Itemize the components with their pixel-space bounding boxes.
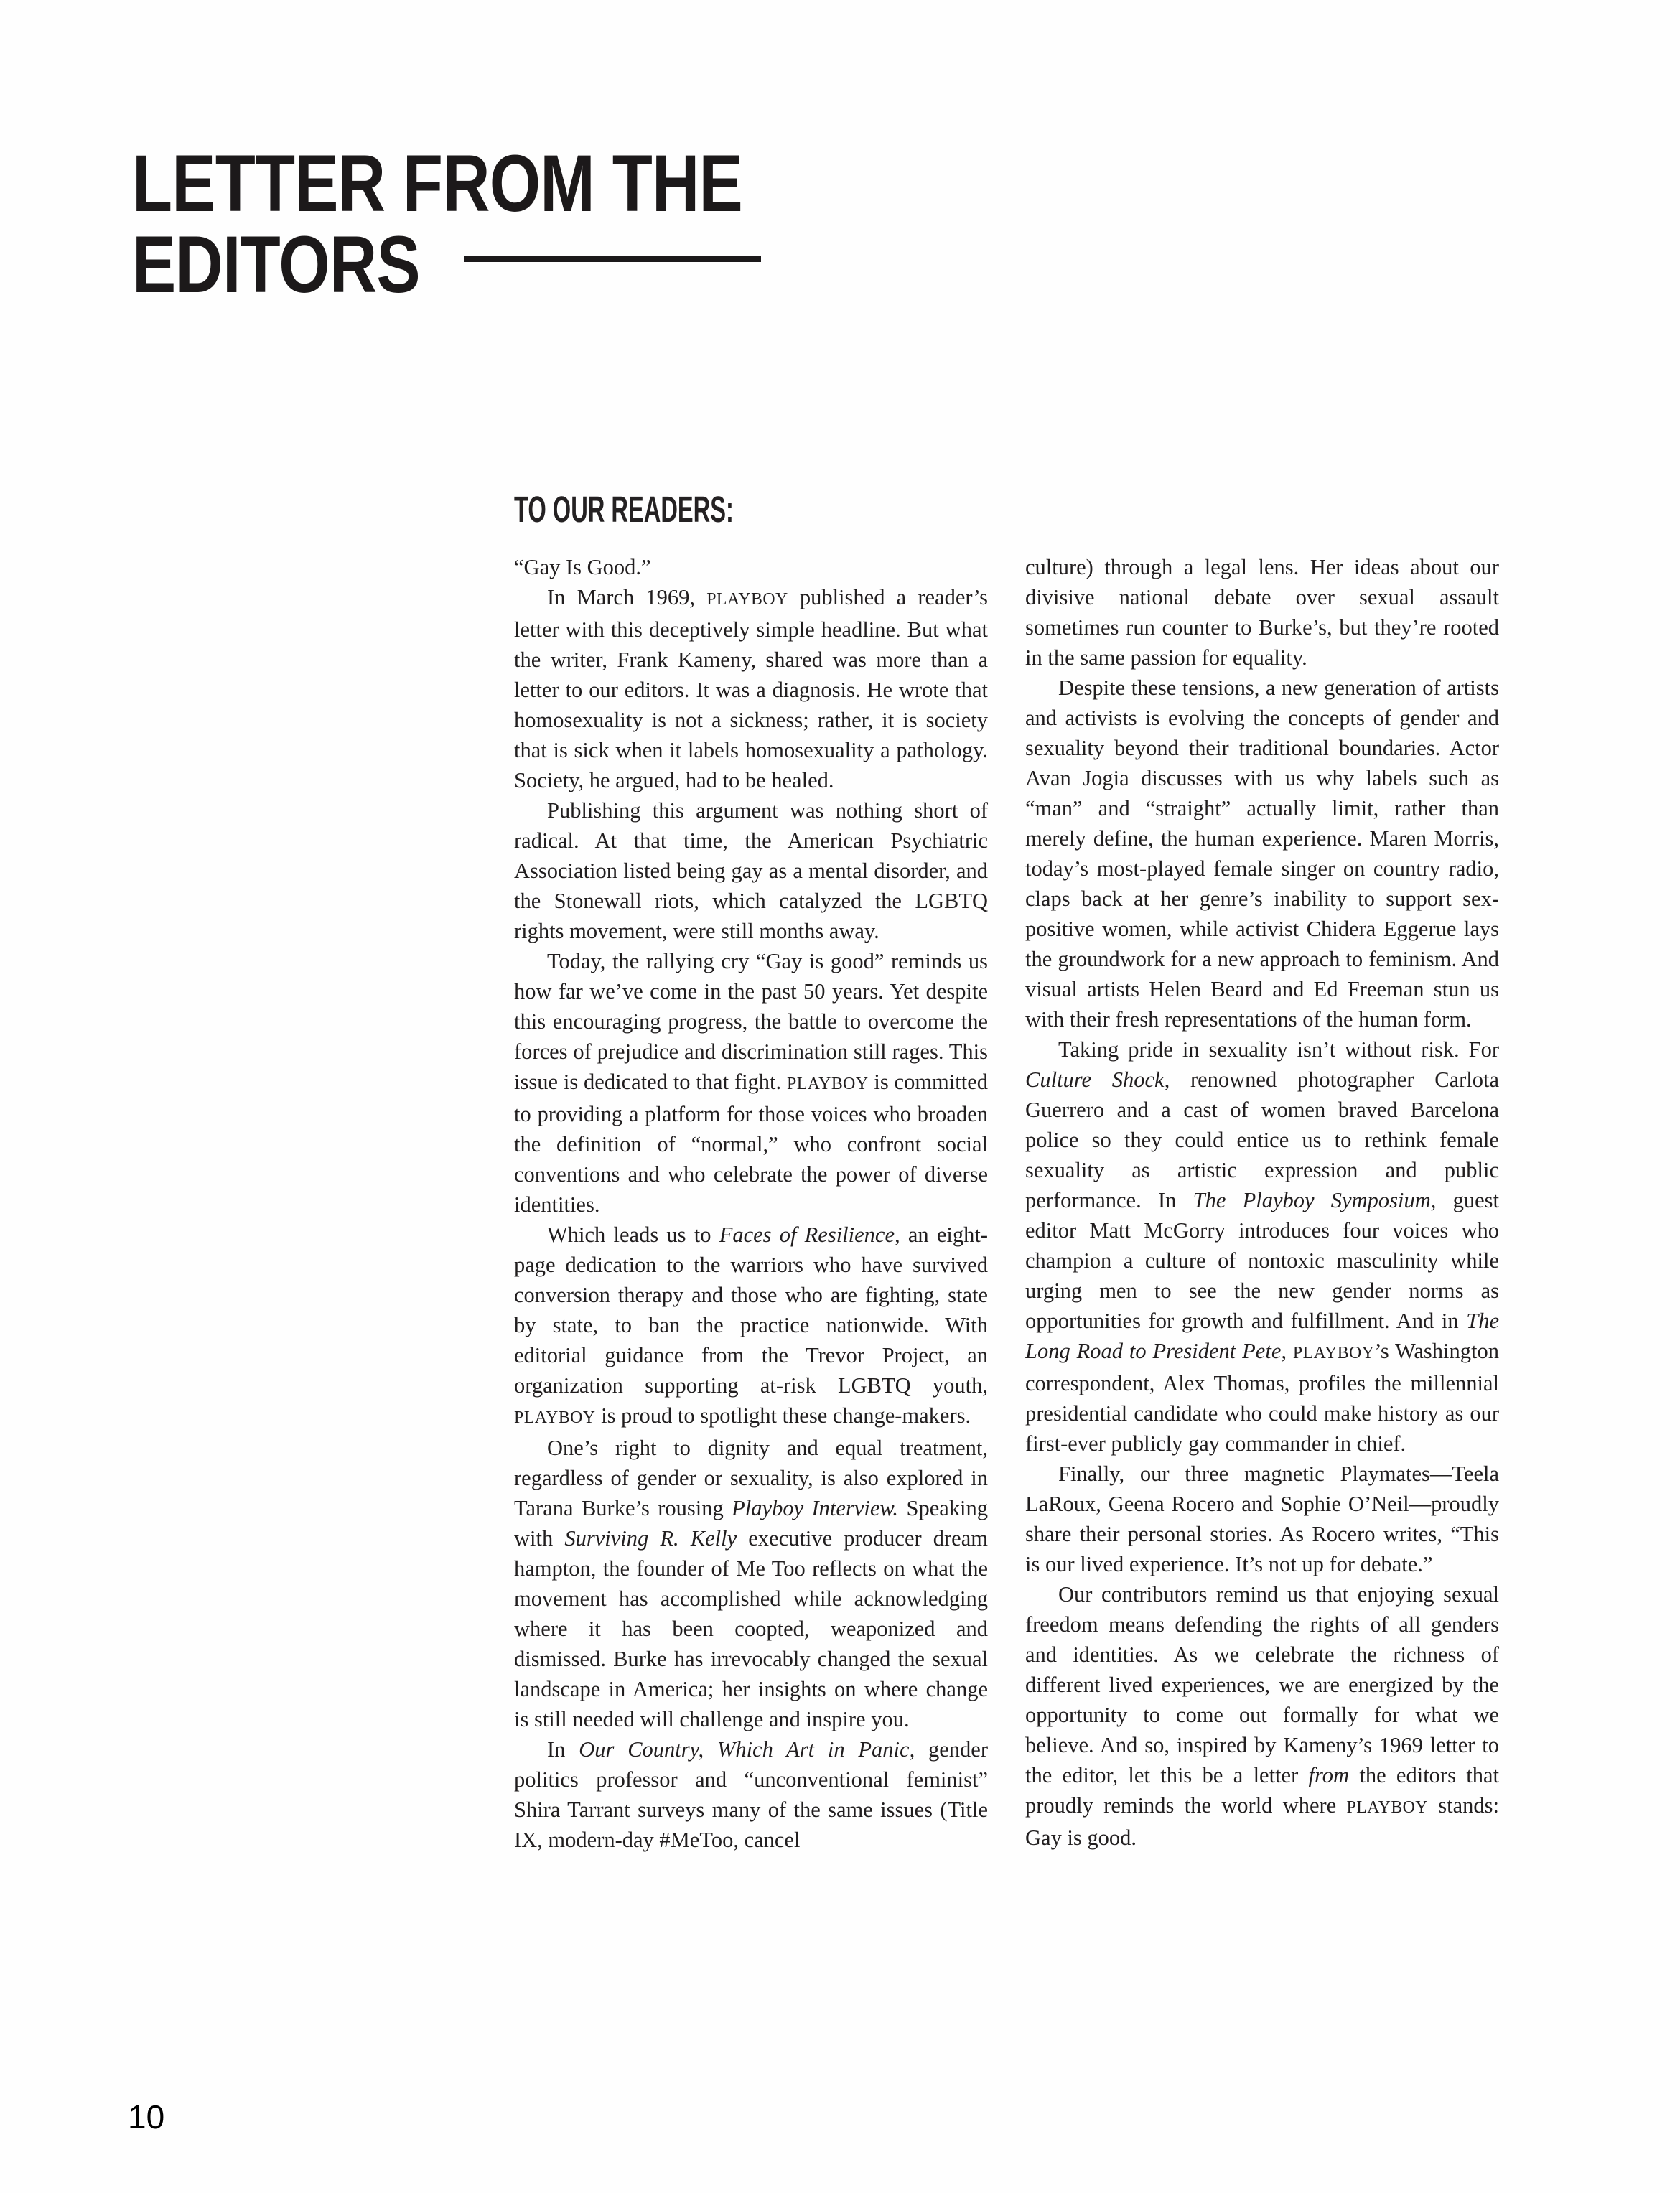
text-segment: is committed to providing a platform for those voices who broaden the definition of “normal,” who confront social conventions and who celebrate the power of diverse identities. [514, 1070, 988, 1217]
text-segment: Culture Shock, [1025, 1067, 1170, 1092]
paragraph [514, 582, 988, 795]
text-segment: Which leads us to [547, 1222, 719, 1247]
paragraph [514, 552, 988, 582]
text-segment: guest editor Matt McGorry introduces four voices who champion a culture of nontoxic masculinity while urging men to see the new gender norms as opportunities for growth and fulfillment. And in [1025, 1188, 1499, 1333]
text-segment: Faces of Resilience, [719, 1222, 900, 1247]
text-segment: executive producer dream hampton, the founder of Me Too reflects on what the movement has accomplished while acknowledging where it has been coopted, weaponized and dismissed. Burke has irrevocably changed the sexual landscape in America; her insights on where change is still needed will challenge and inspire you. [514, 1526, 988, 1731]
text-segment: Publishing this argument was nothing short of radical. At that time, the American Psychiatric Association listed being gay as a mental disorder, and the Stonewall riots, which catalyzed the LGBTQ rights movement, were still months away. [514, 798, 988, 943]
paragraph [514, 795, 988, 946]
paragraph [1025, 552, 1499, 673]
page-title-line-2: EDITORS [132, 220, 420, 309]
page-number: 10 [128, 2098, 165, 2136]
text-segment: ’s Washington correspondent, Alex Thomas, profiles the millennial presidential candidate who could make history as our first-ever publicly gay commander in chief. [1025, 1339, 1499, 1456]
text-segment: Despite these tensions, a new generation of artists and activists is evolving the concepts of gender and sexuality beyond their traditional boundaries. Actor Avan Jogia discusses with us why labels such as “man” and “straight” actually limit, rather than merely define, the human experience. Maren Morris, today’s most-played female singer on country radio, claps back at her genre’s inability to support sex-positive women, while activist Chidera Eggerue lays the groundwork for a new approach to feminism. And visual artists Helen Beard and Ed Freeman stun us with their fresh representations of the human form. [1025, 675, 1499, 1032]
text-segment: In [547, 1737, 579, 1762]
text-segment: The Long Road to President Pete, [1025, 1309, 1499, 1363]
text-segment: an eight-page dedication to the warriors who have survived conversion therapy and those who are fighting, state by state, to ban the practice nationwide. With editorial guidance from the Trevor Project, an organization supporting at-risk LGBTQ youth, [514, 1222, 988, 1398]
text-segment: Finally, our three magnetic Playmates—Teela LaRoux, Geena Rocero and Sophie O’Neil—proudly share their personal stories. As Rocero writes, “This is our lived experience. It’s not up for debate.” [1025, 1462, 1499, 1576]
text-segment: “Gay Is Good.” [514, 555, 651, 579]
text-segment: Taking pride in sexuality isn’t without risk. For [1058, 1037, 1499, 1062]
text-segment: culture) through a legal lens. Her ideas about our divisive national debate over sexual assault sometimes run counter to Burke’s, but they’re rooted in the same passion for equality. [1025, 555, 1499, 670]
text-segment: Playboy Interview. [732, 1496, 899, 1520]
text-segment: PLAYBOY [706, 590, 788, 609]
text-segment: PLAYBOY [514, 1408, 596, 1427]
text-segment: published a reader’s letter with this deceptively simple headline. But what the writer, Frank Kameny, shared was more than a letter to our editors. It was a diagnosis. He wrote that homosexuality is not a sickness; rather, it is society that is sick when it labels homosexuality a pathology. Society, he argued, had to be healed. [514, 585, 988, 792]
text-segment: stands: Gay is good. [1025, 1793, 1499, 1850]
paragraph [1025, 1034, 1499, 1459]
text-segment: One’s right to dignity and equal treatment, regardless of gender or sexuality, is also explored in Tarana Burke’s rousing [514, 1436, 988, 1520]
paragraph [514, 1433, 988, 1734]
text-segment: In March 1969, [547, 585, 707, 609]
text-segment: Surviving R. Kelly [564, 1526, 737, 1551]
text-segment: gender politics professor and “unconventional feminist” Shira Tarrant surveys many of the same issues (Title IX, modern-day #MeToo, cancel [514, 1737, 988, 1852]
paragraph [1025, 1579, 1499, 1853]
paragraph [1025, 673, 1499, 1034]
page-title-line-1: LETTER FROM THE [132, 139, 742, 228]
section-kicker: TO OUR READERS: [514, 489, 734, 530]
text-segment: from [1308, 1763, 1350, 1787]
paragraph [514, 946, 988, 1220]
text-segment: Today, the rallying cry “Gay is good” reminds us how far we’ve come in the past 50 years. Yet despite this encouraging progress, the battle to overcome the forces of prejudice and discrimination still rages. This issue is dedicated to that fight. [514, 949, 988, 1094]
text-segment: Speaking with [514, 1496, 988, 1551]
text-segment [1287, 1339, 1293, 1363]
text-segment: Our Country, Which Art in Panic, [579, 1737, 915, 1762]
text-segment: is proud to spotlight these change-makers. [595, 1403, 971, 1428]
paragraph [514, 1734, 988, 1855]
paragraph [1025, 1459, 1499, 1579]
text-segment: renowned photographer Carlota Guerrero and a cast of women braved Barcelona police so they could entice us to rethink female sexuality as artistic expression and public performance. In [1025, 1067, 1499, 1212]
article-body [514, 552, 1499, 1855]
text-segment: PLAYBOY [1292, 1344, 1375, 1362]
paragraph [514, 1220, 988, 1433]
text-segment: The Playboy Symposium, [1193, 1188, 1437, 1212]
text-segment: PLAYBOY [1346, 1798, 1428, 1817]
text-segment: Our contributors remind us that enjoying sexual freedom means defending the rights of all genders and identities. As we celebrate the richness of different lived experiences, we are energized by the opportunity to come out formally for what we believe. And so, inspired by Kameny’s 1969 letter to the editor, let this be a letter [1025, 1582, 1499, 1787]
title-rule-divider [464, 256, 761, 262]
text-segment: the editors that proudly reminds the world where [1025, 1763, 1499, 1818]
text-segment: PLAYBOY [787, 1075, 869, 1093]
text-column-left [514, 552, 988, 1855]
text-column-right [1025, 552, 1499, 1855]
